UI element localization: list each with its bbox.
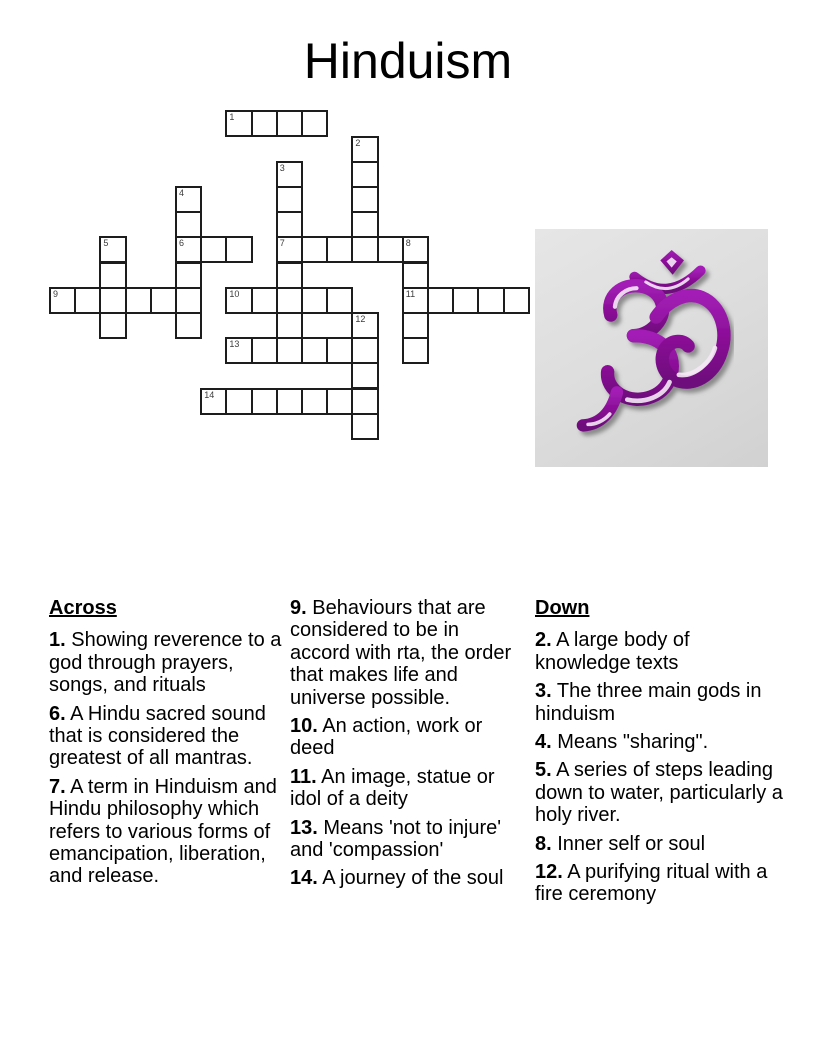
clue-text: A term in Hinduism and Hindu philosophy which refers to various forms of emancipation, liberation, and release. — [49, 775, 277, 888]
clue — [535, 680, 785, 725]
grid-cell-9-6[interactable] — [276, 262, 303, 289]
grid-cell-14-8[interactable] — [402, 312, 429, 339]
grid-cell-5-5[interactable] — [175, 236, 202, 263]
clue — [535, 759, 785, 826]
clue-number: 9. — [290, 597, 307, 619]
grid-cell-12-8[interactable] — [351, 312, 378, 339]
cell-number: 4 — [179, 187, 185, 198]
grid-cell-10-0[interactable] — [301, 110, 328, 137]
clue — [49, 629, 282, 696]
grid-cell-10-11[interactable] — [301, 388, 328, 415]
grid-cell-8-11[interactable] — [251, 388, 278, 415]
grid-cell-12-11[interactable] — [351, 388, 378, 415]
clue — [290, 817, 523, 862]
clue-column-across-continued — [290, 597, 523, 896]
cell-number: 10 — [229, 288, 240, 299]
grid-cell-10-9[interactable] — [301, 337, 328, 364]
clue — [535, 861, 785, 906]
grid-cell-9-9[interactable] — [276, 337, 303, 364]
clue-text: Behaviours that are considered to be in accord with rta, the order that makes life and universe possible. — [290, 597, 512, 709]
grid-cell-7-11[interactable] — [225, 388, 252, 415]
grid-cell-11-9[interactable] — [326, 337, 353, 364]
clue-heading-down: Down — [535, 597, 590, 619]
clue — [535, 731, 785, 753]
grid-cell-15-7[interactable] — [427, 287, 454, 314]
clue-number: 1. — [49, 629, 66, 652]
clue — [290, 715, 523, 760]
grid-cell-14-7[interactable] — [402, 287, 429, 314]
grid-cell-17-7[interactable] — [477, 287, 504, 314]
clue-text: An action, work or deed — [290, 715, 483, 760]
grid-cell-11-7[interactable] — [326, 287, 353, 314]
grid-cell-16-7[interactable] — [452, 287, 479, 314]
grid-cell-9-4[interactable] — [276, 211, 303, 238]
grid-cell-1-7[interactable] — [74, 287, 101, 314]
clue-text: A journey of the soul — [317, 867, 504, 890]
grid-cell-4-7[interactable] — [150, 287, 177, 314]
grid-cell-7-0[interactable] — [225, 110, 252, 137]
grid-cell-3-7[interactable] — [125, 287, 152, 314]
clue-number: 8. — [535, 832, 552, 855]
cell-number: 9 — [53, 288, 59, 299]
grid-cell-5-7[interactable] — [175, 287, 202, 314]
grid-cell-8-9[interactable] — [251, 337, 278, 364]
grid-cell-2-8[interactable] — [99, 312, 126, 339]
grid-cell-2-6[interactable] — [99, 262, 126, 289]
cell-number: 5 — [103, 238, 109, 249]
grid-cell-12-10[interactable] — [351, 362, 378, 389]
grid-cell-7-5[interactable] — [225, 236, 252, 263]
clue-number: 10. — [290, 715, 318, 738]
clue — [290, 766, 523, 811]
grid-cell-18-7[interactable] — [503, 287, 530, 314]
clue — [290, 867, 523, 889]
grid-cell-12-1[interactable] — [351, 136, 378, 163]
clue-column-down — [535, 597, 785, 912]
grid-cell-7-7[interactable] — [225, 287, 252, 314]
grid-cell-13-5[interactable] — [377, 236, 404, 263]
cell-number: 2 — [355, 137, 361, 148]
grid-cell-9-5[interactable] — [276, 236, 303, 263]
grid-cell-10-7[interactable] — [301, 287, 328, 314]
grid-cell-6-5[interactable] — [200, 236, 227, 263]
grid-cell-14-5[interactable] — [402, 236, 429, 263]
grid-cell-12-3[interactable] — [351, 186, 378, 213]
clue-text: Inner self or soul — [551, 832, 706, 855]
grid-cell-0-7[interactable] — [49, 287, 76, 314]
grid-cell-10-5[interactable] — [301, 236, 328, 263]
clue-text: A Hindu sacred sound that is considered the greatest of all mantras. — [49, 702, 266, 770]
clue-number: 3. — [535, 680, 552, 703]
clue-heading-across: Across — [49, 597, 117, 619]
clue-text: Showing reverence to a god through prayers, songs, and rituals — [49, 629, 282, 697]
clue-text: An image, statue or idol of a deity — [290, 765, 495, 811]
grid-cell-11-5[interactable] — [326, 236, 353, 263]
grid-cell-12-4[interactable] — [351, 211, 378, 238]
cell-number: 11 — [405, 288, 416, 299]
grid-cell-8-0[interactable] — [251, 110, 278, 137]
clue-text: A purifying ritual with a fire ceremony — [535, 861, 768, 906]
clue-number: 2. — [535, 629, 552, 652]
clue — [535, 629, 785, 674]
cell-number: 7 — [279, 238, 285, 249]
page-title: Hinduism — [303, 33, 513, 89]
cell-number: 8 — [405, 238, 411, 249]
grid-cell-9-7[interactable] — [276, 287, 303, 314]
grid-cell-14-6[interactable] — [402, 262, 429, 289]
clue — [535, 833, 785, 855]
grid-cell-9-11[interactable] — [276, 388, 303, 415]
cell-number: 6 — [179, 238, 185, 249]
grid-cell-12-12[interactable] — [351, 413, 378, 440]
clue-text: A series of steps leading down to water, particularly a holy river. — [535, 759, 783, 827]
grid-cell-5-4[interactable] — [175, 211, 202, 238]
clue — [49, 776, 282, 888]
cell-number: 14 — [204, 389, 215, 400]
grid-cell-14-9[interactable] — [402, 337, 429, 364]
grid-cell-7-9[interactable] — [225, 337, 252, 364]
grid-cell-8-7[interactable] — [251, 287, 278, 314]
grid-cell-12-2[interactable] — [351, 161, 378, 188]
clue-number: 7. — [49, 775, 66, 798]
cell-number: 13 — [229, 339, 240, 350]
grid-cell-5-6[interactable] — [175, 262, 202, 289]
om-image-box — [535, 229, 768, 467]
grid-cell-12-5[interactable] — [351, 236, 378, 263]
grid-cell-2-5[interactable] — [99, 236, 126, 263]
clue-number: 12. — [535, 861, 563, 884]
cell-number: 3 — [279, 162, 285, 173]
clue-number: 13. — [290, 816, 318, 839]
clue — [49, 703, 282, 770]
clue-column-across — [49, 597, 282, 894]
clue-number: 5. — [535, 759, 552, 782]
clue-text: The three main gods in hinduism — [535, 680, 762, 725]
grid-cell-9-8[interactable] — [276, 312, 303, 339]
clue-text: A large body of knowledge texts — [535, 629, 690, 674]
clue-number: 6. — [49, 702, 66, 725]
clue-text: Means "sharing". — [551, 731, 709, 754]
grid-cell-9-2[interactable] — [276, 161, 303, 188]
grid-cell-5-8[interactable] — [175, 312, 202, 339]
grid-cell-9-0[interactable] — [276, 110, 303, 137]
grid-cell-12-9[interactable] — [351, 337, 378, 364]
clue-text: Means 'not to injure' and 'compassion' — [290, 816, 502, 862]
grid-cell-6-11[interactable] — [200, 388, 227, 415]
cell-number: 1 — [229, 112, 235, 123]
clue — [290, 597, 523, 709]
grid-cell-5-3[interactable] — [175, 186, 202, 213]
om-symbol-icon — [568, 249, 734, 445]
grid-cell-9-3[interactable] — [276, 186, 303, 213]
grid-cell-2-7[interactable] — [99, 287, 126, 314]
cell-number: 12 — [355, 313, 366, 324]
clue-number: 4. — [535, 731, 552, 754]
grid-cell-11-11[interactable] — [326, 388, 353, 415]
clue-number: 14. — [290, 867, 318, 890]
clue-number: 11. — [290, 765, 317, 788]
